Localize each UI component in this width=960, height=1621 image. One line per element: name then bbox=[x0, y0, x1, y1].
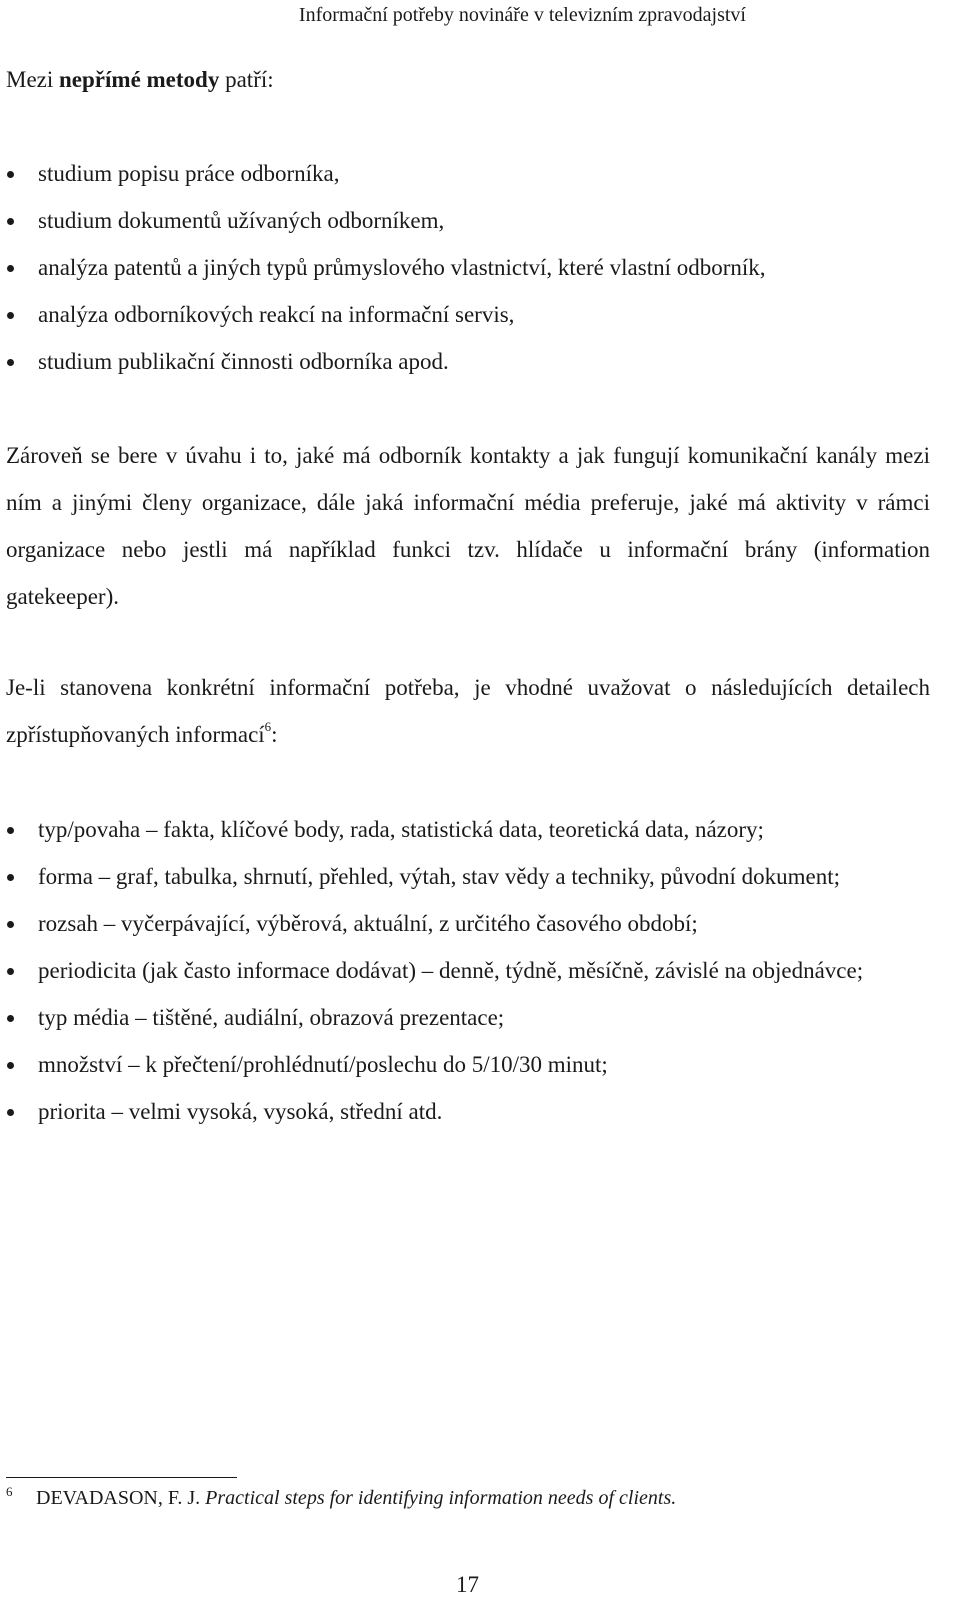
indirect-methods-list bbox=[6, 150, 930, 385]
footnote-author: DEVADASON, F. J. bbox=[36, 1487, 206, 1509]
intro-line bbox=[6, 64, 930, 96]
list-item: typ/povaha – fakta, klíčové body, rada, statistická data, teoretická data, názory; bbox=[6, 806, 930, 853]
paragraph-details-text: Je-li stanovena konkrétní informační potřeba, je vhodné uvažovat o následujících detailech zpřístupňovaných informací bbox=[6, 675, 930, 747]
list-item: studium publikační činnosti odborníka apod. bbox=[6, 338, 930, 385]
list-item: forma – graf, tabulka, shrnutí, přehled, výtah, stav vědy a techniky, původní dokument; bbox=[6, 853, 930, 900]
list-item: studium dokumentů užívaných odborníkem, bbox=[6, 197, 930, 244]
intro-suffix: patří: bbox=[219, 67, 274, 92]
list-item: analýza patentů a jiných typů průmyslového vlastnictví, které vlastní odborník, bbox=[6, 244, 930, 291]
paragraph-details-intro bbox=[6, 664, 930, 758]
list-item: periodicita (jak často informace dodávat) – denně, týdně, měsíčně, závislé na objednávce; bbox=[6, 947, 930, 994]
list-item: studium popisu práce odborníka, bbox=[6, 150, 930, 197]
page-number: 17 bbox=[456, 1572, 479, 1597]
running-header: Informační potřeby novináře v televizním zpravodajství bbox=[298, 4, 746, 26]
footnote: 6 DEVADASON, F. J. Practical steps for identifying information needs of clients. bbox=[6, 1484, 677, 1509]
list-item: priorita – velmi vysoká, vysoká, střední atd. bbox=[6, 1088, 930, 1135]
information-details-list bbox=[6, 806, 930, 1135]
footnote-title: Practical steps for identifying information needs of clients. bbox=[205, 1487, 677, 1509]
list-item: rozsah – vyčerpávající, výběrová, aktuální, z určitého časového období; bbox=[6, 900, 930, 947]
list-item: analýza odborníkových reakcí na informační servis, bbox=[6, 291, 930, 338]
intro-prefix: Mezi bbox=[6, 67, 60, 92]
footnote-separator bbox=[6, 1477, 237, 1478]
footnote-reference[interactable]: 6 bbox=[264, 719, 272, 734]
list-item: množství – k přečtení/prohlédnutí/poslechu do 5/10/30 minut; bbox=[6, 1041, 930, 1088]
paragraph-contacts: Zároveň se bere v úvahu i to, jaké má odborník kontakty a jak fungují komunikační kanály mezi ním a jinými členy organizace, dále jaká informační média preferuje, jaké má aktivity v rámci organizace nebo jestli má například funkci tzv. hlídače u informační brány (information gatekeeper). bbox=[6, 443, 930, 609]
intro-bold: nepřímé metody bbox=[59, 67, 220, 92]
list-item: typ média – tištěné, audiální, obrazová prezentace; bbox=[6, 994, 930, 1041]
paragraph-details-suffix: : bbox=[271, 722, 278, 747]
